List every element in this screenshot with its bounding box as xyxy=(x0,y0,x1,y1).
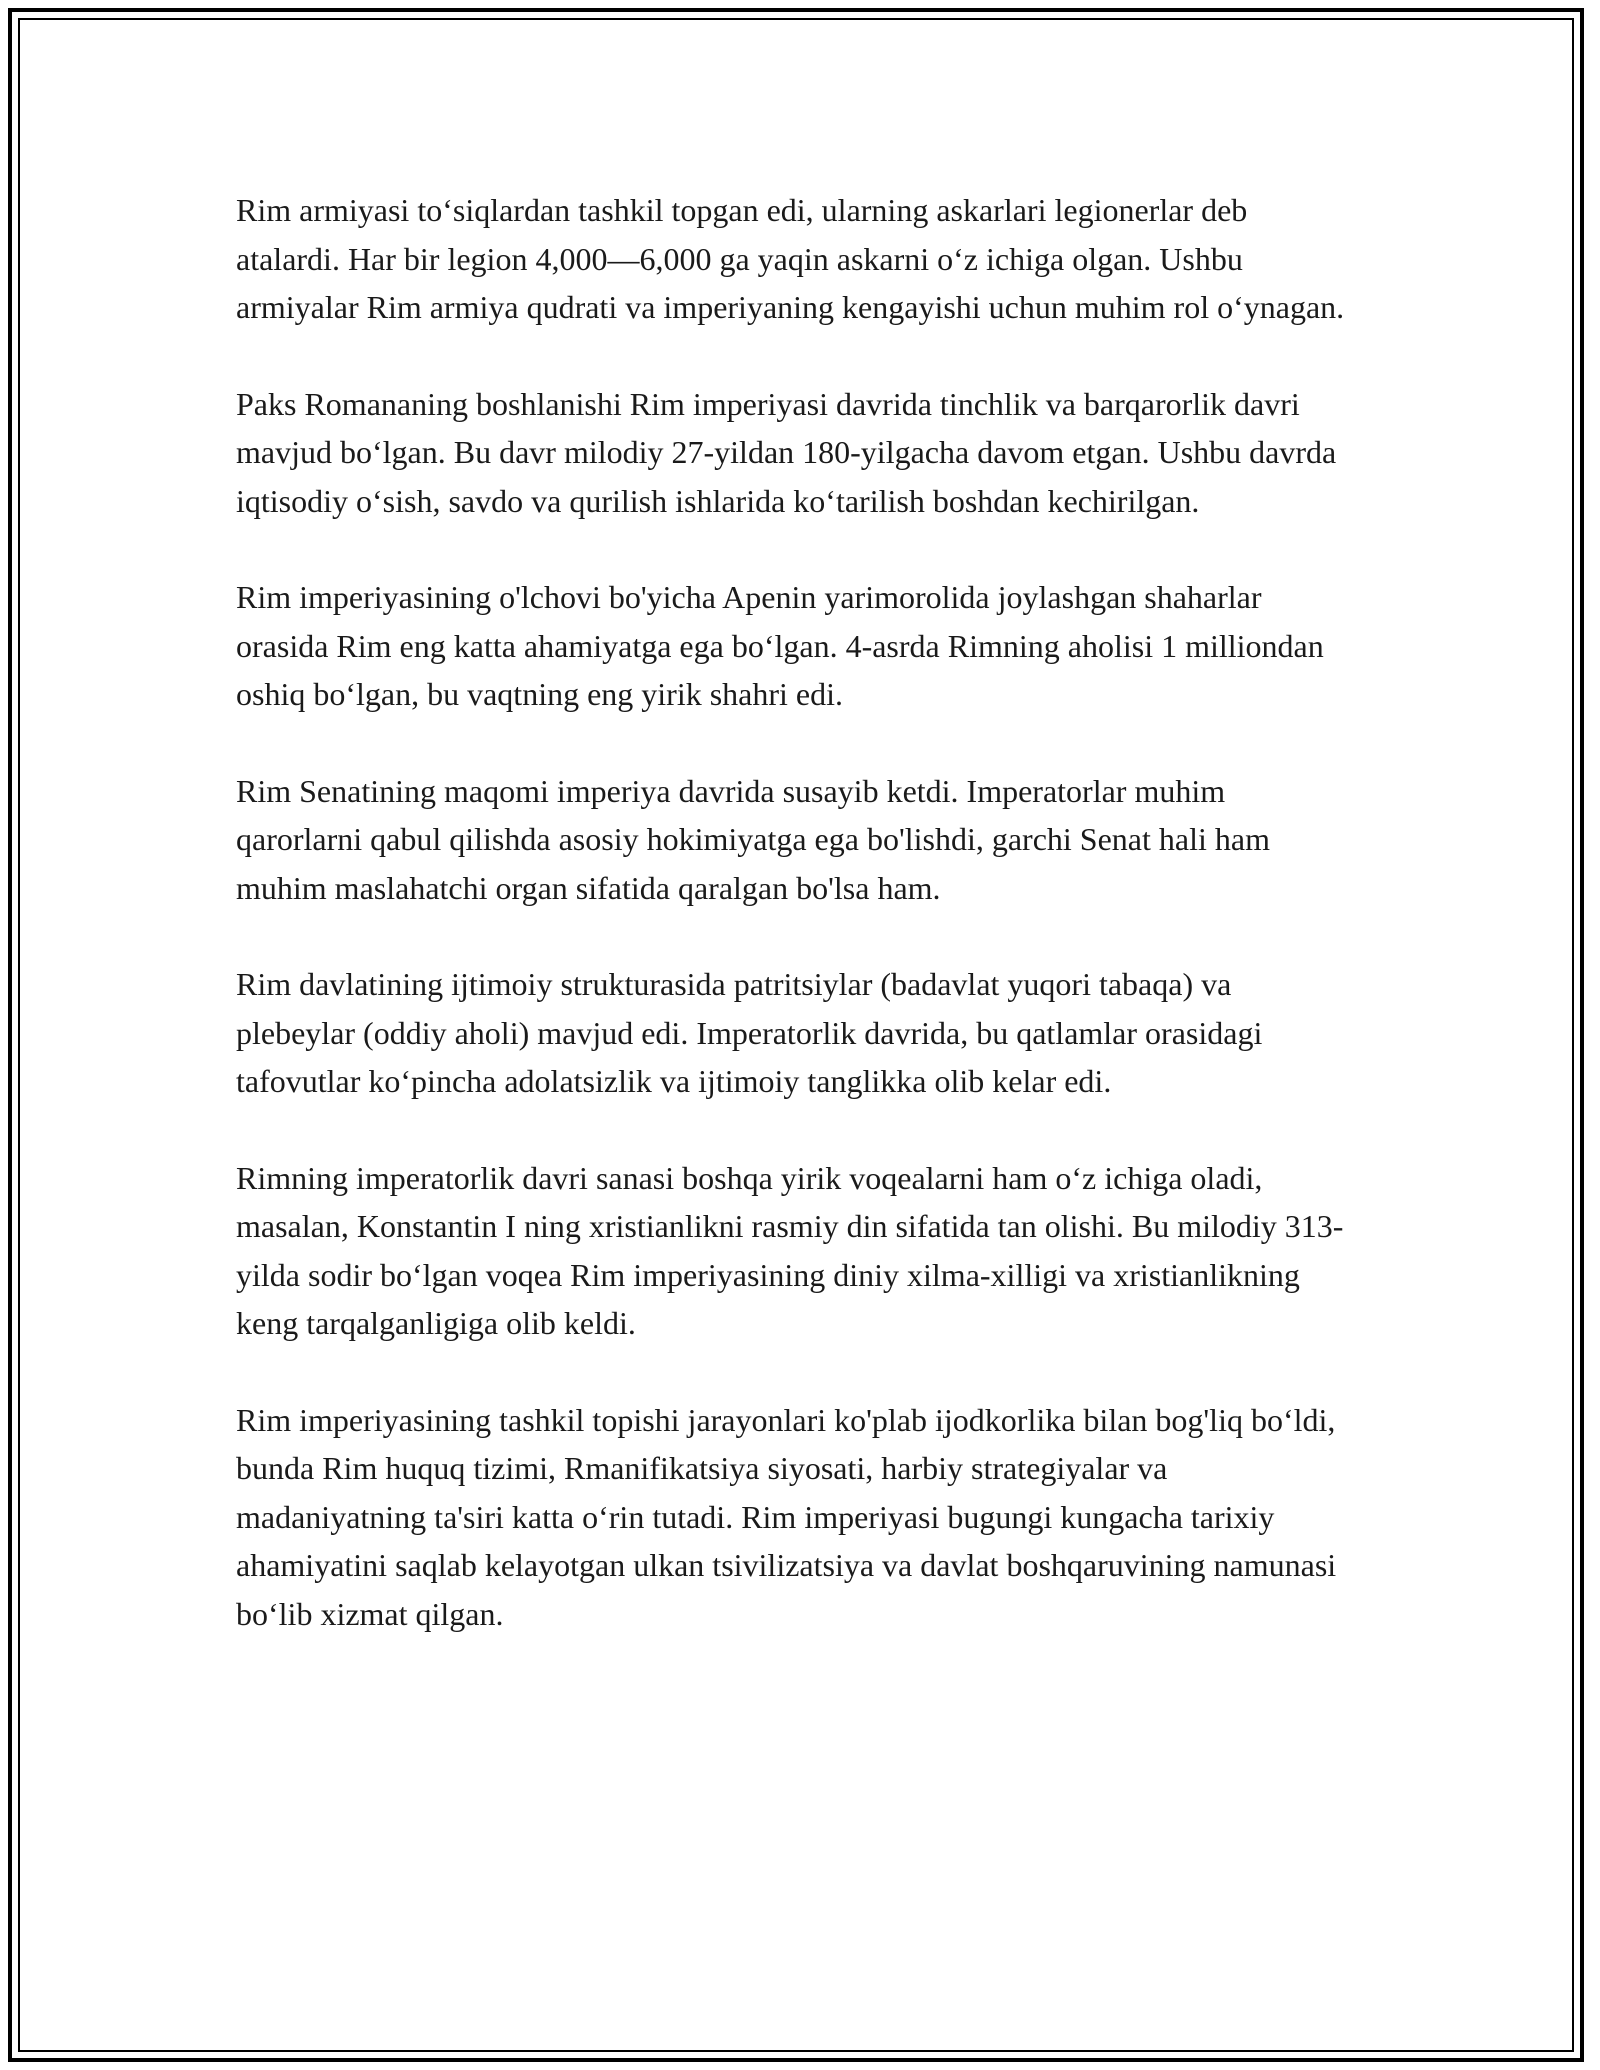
paragraph-christianity: Rimning imperatorlik davri sanasi boshqa yirik voqealarni ham o‘z ichiga oladi, masalan, Konstantin I ning xristianlikni rasmiy din sifatida tan olishi. Bu milodiy 313-yilda sodir bo‘lgan voqea Rim imperiyasining diniy xilma-xilligi va xristianlikning keng tarqalganligiga olib keldi. xyxy=(236,1159,1344,1341)
paragraph-city-size: Rim imperiyasining o'lchovi bo'yicha Apenin yarimorolida joylashgan shaharlar orasida Rim eng katta ahamiyatga ega bo‘lgan. 4-asrda Rimning aholisi 1 milliondan oshiq bo‘lgan, bu vaqtning eng yirik shahri edi. xyxy=(236,579,1324,712)
paragraph-pax-romana: Paks Romananing boshlanishi Rim imperiyasi davrida tinchlik va barqarorlik davri mavjud bo‘lgan. Bu davr milodiy 27-yildan 180-yilgacha davom etgan. Ushbu davrda iqtisodiy o‘sish, savdo va qurilish ishlarida ko‘tarilish boshdan kechirilgan. xyxy=(236,385,1337,519)
paragraph-formation: Rim imperiyasining tashkil topishi jarayonlari ko'plab ijodkorlika bilan bog'liq bo‘ldi, bunda Rim huquq tizimi, Rmanifikatsiya siyosati, harbiy strategiyalar va madaniyatning ta'siri katta o‘rin tutadi. Rim imperiyasi bugungi kungacha tarixiy ahamiyatini saqlab kelayotgan ulkan tsivilizatsiya va davlat boshqaruvining namunasi bo‘lib xizmat qilgan. xyxy=(236,1401,1337,1632)
paragraph-senate: Rim Senatining maqomi imperiya davrida susayib ketdi. Imperatorlar muhim qarorlarni qabul qilishda asosiy hokimiyatga ega bo'lishdi, garchi Senat hali ham muhim maslahatchi organ sifatida qaralgan bo'lsa ham. xyxy=(236,772,1270,906)
paragraph-social-structure: Rim davlatining ijtimoiy strukturasida patritsiylar (badavlat yuqori tabaqa) va plebeylar (oddiy aholi) mavjud edi. Imperatorlik davrida, bu qatlamlar orasidagi tafovutlar ko‘pincha adolatsizlik va ijtimoiy tanglikka olib kelar edi. xyxy=(236,966,1263,1099)
paragraph-army: Rim armiyasi to‘siqlardan tashkil topgan edi, ularning askarlari legionerlar deb atalardi. Har bir legion 4,000—6,000 ga yaqin askarni o‘z ichiga olgan. Ushbu armiyalar Rim armiya qudrati va imperiyaning kengayishi uchun muhim rol o‘ynagan. xyxy=(236,192,1345,325)
document-body xyxy=(236,186,1356,1686)
